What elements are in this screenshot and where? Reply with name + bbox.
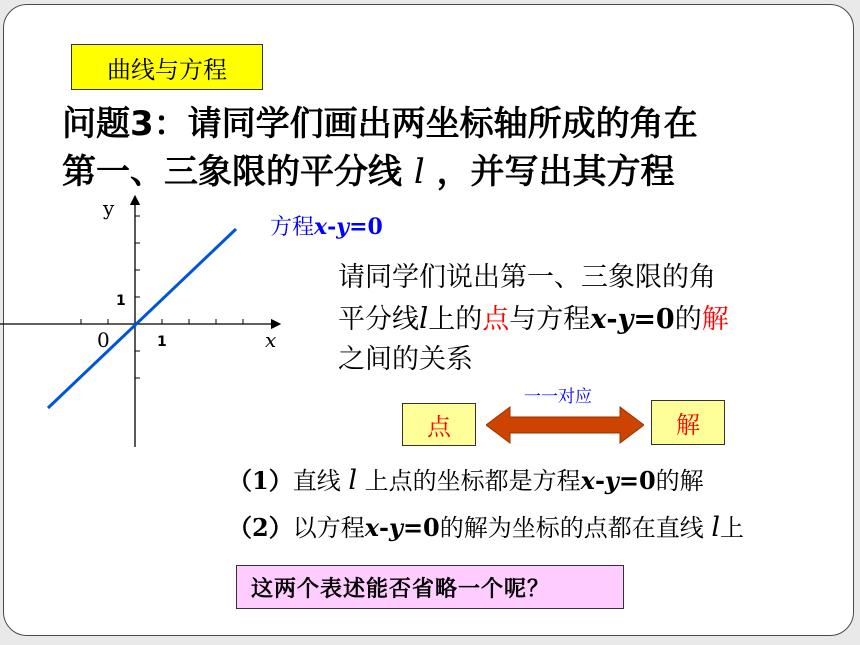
paragraph-line-2: 平分线l上的点与方程x-y=0的解 (338, 301, 729, 335)
x-tick-label: 1 (157, 334, 167, 350)
x-axis-label: x (265, 328, 277, 352)
solution-box: 解 (651, 400, 725, 445)
double-arrow-shape (486, 407, 644, 443)
paragraph-line-3: 之间的关系 (338, 344, 473, 375)
question-text (62, 100, 822, 196)
equation-label: 方程x-y=0 (270, 214, 383, 240)
relation-paragraph (338, 258, 828, 380)
y-tick-label: 1 (116, 293, 126, 309)
closing-question-box (236, 565, 624, 609)
topic-title-box (71, 44, 263, 90)
statement-1: （1）直线 l 上点的坐标都是方程x-y=0的解 (228, 465, 704, 496)
y-ticks (135, 216, 140, 378)
closing-question: 这两个表述能否省略一个呢？ (251, 576, 551, 602)
highlight-solution: 解 (701, 304, 729, 335)
point-box: 点 (402, 403, 476, 446)
origin-label: 0 (97, 328, 110, 352)
question-line-2: 第一、三象限的平分线 l ，并写出其方程 (62, 152, 675, 192)
x-ticks (81, 319, 243, 324)
correspondence-label: 一一对应 (524, 387, 592, 407)
topic-title: 曲线与方程 (107, 55, 227, 84)
bisector-line (48, 229, 236, 408)
paragraph-line-1: 请同学们说出第一、三象限的角 (338, 262, 716, 293)
y-axis-label: y (103, 196, 115, 220)
line-l-symbol: l (413, 152, 425, 192)
double-arrow (486, 405, 644, 445)
question-line-1: 问题3：请同学们画出两坐标轴所成的角在 (62, 104, 698, 144)
statement-2: （2）以方程x-y=0的解为坐标的点都在直线 l上 (228, 512, 745, 543)
coordinate-graph (0, 195, 300, 460)
highlight-point: 点 (482, 304, 510, 335)
